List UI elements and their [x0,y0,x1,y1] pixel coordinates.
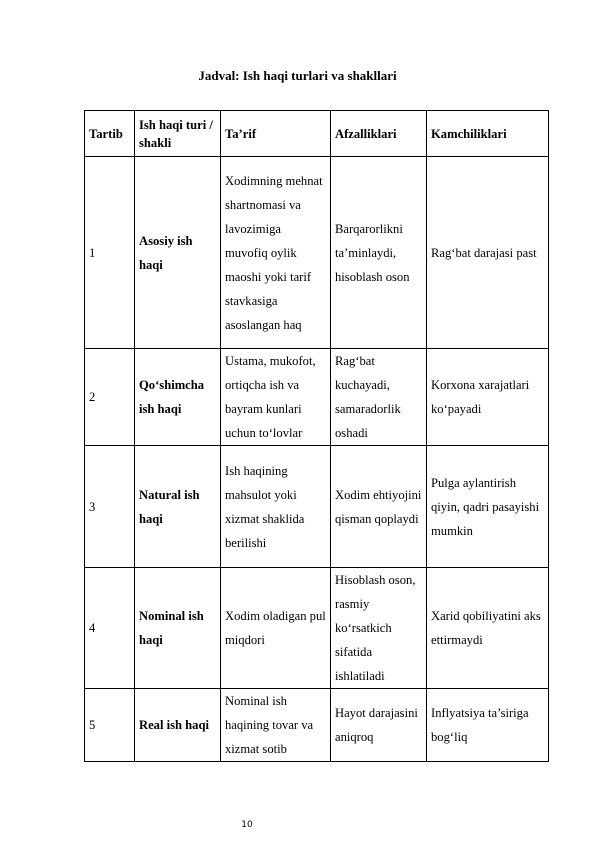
table-header-row [85,111,549,157]
advantages: Xodim ehtiyojini qisman qoplaydi [331,446,427,568]
definition: Ish haqining mahsulot yoki xizmat shaklida berilishi [221,446,331,568]
disadvantages: Korxona xarajatlari ko‘payadi [427,349,549,446]
table-row [85,568,549,689]
row-number: 3 [85,446,135,568]
definition: Nominal ish haqining tovar va xizmat sotib [221,689,331,762]
advantages: Hisoblash oson, rasmiy ko‘rsatkich sifatida ishlatiladi [331,568,427,689]
header-advantages: Afzalliklari [331,111,427,157]
disadvantages: Pulga aylantirish qiyin, qadri pasayishi mumkin [427,446,549,568]
definition: Xodim oladigan pul miqdori [221,568,331,689]
definition: Ustama, mukofot, ortiqcha ish va bayram kunlari uchun to‘lovlar [221,349,331,446]
page-number: 10 [241,820,253,830]
row-number: 4 [85,568,135,689]
advantages: Hayot darajasini aniqroq [331,689,427,762]
wage-type: Nominal ish haqi [135,568,221,689]
advantages: Barqarorlikni ta’minlaydi, hisoblash oson [331,157,427,349]
table-caption: Jadval: Ish haqi turlari va shakllari [198,68,397,83]
table-row [85,157,549,349]
disadvantages: Inflyatsiya ta’siriga bog‘liq [427,689,549,762]
header-type: Ish haqi turi / shakli [135,111,221,157]
wage-type: Qo‘shimcha ish haqi [135,349,221,446]
disadvantages: Rag‘bat darajasi past [427,157,549,349]
row-number: 2 [85,349,135,446]
advantages: Rag‘bat kuchayadi, samaradorlik oshadi [331,349,427,446]
wage-type: Asosiy ish haqi [135,157,221,349]
row-number: 1 [85,157,135,349]
row-number: 5 [85,689,135,762]
header-disadvantages: Kamchiliklari [427,111,549,157]
wage-types-table [84,110,549,762]
table-row [85,349,549,446]
wage-type: Real ish haqi [135,689,221,762]
wage-type: Natural ish haqi [135,446,221,568]
table-row [85,689,549,762]
table-row [85,446,549,568]
header-definition: Ta’rif [221,111,331,157]
definition: Xodimning mehnat shartnomasi va lavozimiga muvofiq oylik maoshi yoki tarif stavkasiga asoslangan haq [221,157,331,349]
header-tartib: Tartib [85,111,135,157]
disadvantages: Xarid qobiliyatini aks ettirmaydi [427,568,549,689]
